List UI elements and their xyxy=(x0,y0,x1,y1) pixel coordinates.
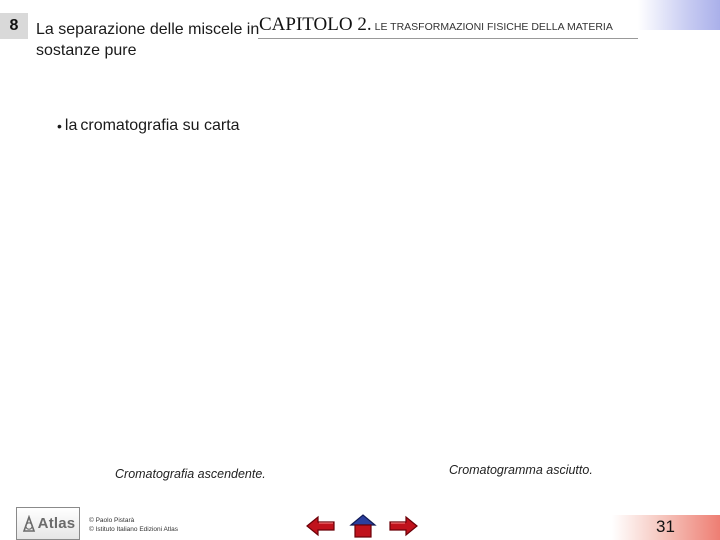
arrow-right-icon xyxy=(387,515,419,537)
logo-text: Atlas xyxy=(37,515,76,532)
chapter-number: CAPITOLO 2. xyxy=(259,14,372,35)
credits xyxy=(89,516,178,534)
caption-left: Cromatografia ascendente. xyxy=(115,467,266,481)
section-number: 8 xyxy=(9,17,19,34)
bullet-item xyxy=(57,117,240,135)
atlas-globe-icon xyxy=(21,515,37,533)
bullet-prefix: la xyxy=(64,117,78,134)
section-number-badge xyxy=(0,13,28,39)
home-button[interactable] xyxy=(346,512,380,540)
arrow-left-icon xyxy=(305,515,337,537)
bullet-text: cromatografia su carta xyxy=(80,117,240,134)
home-icon xyxy=(349,513,377,539)
credit-author: © Paolo Pistarà xyxy=(89,517,135,524)
header-decoration xyxy=(638,0,720,30)
caption-right: Cromatogramma asciutto. xyxy=(449,463,593,477)
next-slide-button[interactable] xyxy=(386,512,420,540)
publisher-logo xyxy=(16,507,80,540)
section-title: La separazione delle miscele in sostanze pure xyxy=(36,21,260,59)
header-divider xyxy=(258,38,638,39)
chapter-title: LE TRASFORMAZIONI FISICHE DELLA MATERIA xyxy=(374,21,613,33)
credit-publisher: © Istituto Italiano Edizioni Atlas xyxy=(89,526,178,533)
page-number: 31 xyxy=(656,517,675,536)
bullet-icon: • xyxy=(57,118,62,134)
chapter-heading xyxy=(259,14,613,36)
previous-slide-button[interactable] xyxy=(304,512,338,540)
